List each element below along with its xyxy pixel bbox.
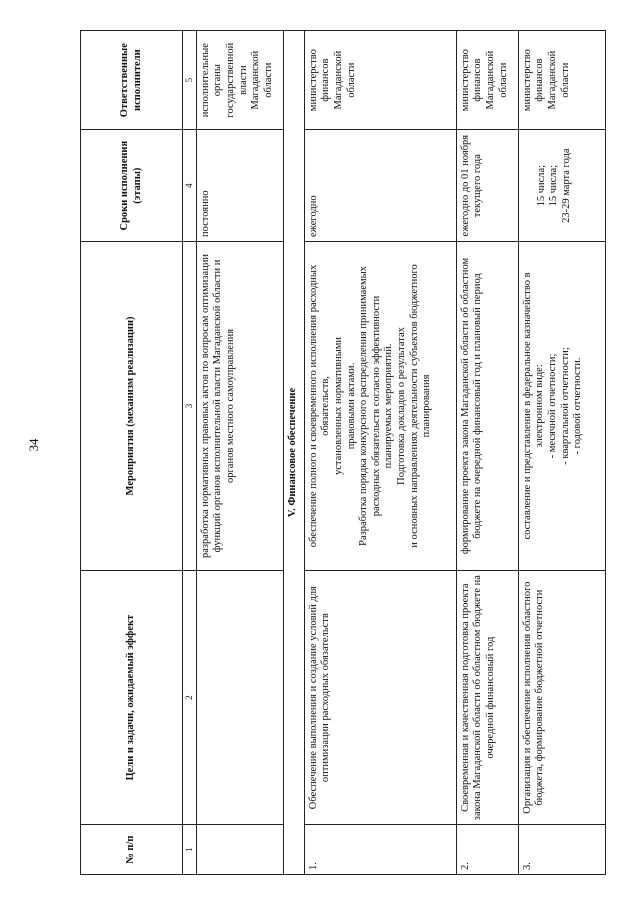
row-num: 3. bbox=[518, 825, 605, 875]
header-responsible: Ответственные исполнители bbox=[81, 31, 183, 130]
row-num bbox=[196, 825, 283, 875]
header-terms: Сроки исполнения (этапы) bbox=[81, 130, 183, 242]
action-plan-table bbox=[80, 30, 606, 875]
table-row bbox=[518, 31, 605, 875]
term-line: 23-29 марта года bbox=[560, 148, 572, 223]
header-goals: Цели и задачи, ожидаемый эффект bbox=[81, 570, 183, 824]
row-num: 2. bbox=[456, 825, 518, 875]
column-number: 4 bbox=[183, 130, 197, 242]
measure-line: Подготовка докладов о результатах bbox=[395, 327, 407, 485]
row-goal: Своевременная и качественная подготовка проекта закона Магаданской области об областном бюджете на очередной финансовый год bbox=[456, 570, 518, 824]
page-number: 34 bbox=[26, 438, 41, 452]
header-row bbox=[81, 31, 183, 875]
row-goal: Организация и обеспечение исполнения областного бюджета, формирование бюджетной отчетности bbox=[518, 570, 605, 824]
row-responsible: исполнительные органы государственной власти Магаданской области bbox=[196, 31, 283, 130]
measure-line: обеспечение полного и своевременного исполнения расходных обязательств, bbox=[307, 264, 332, 548]
measure-line: и основных направлениях деятельности субъектов бюджетного планирования bbox=[408, 264, 433, 548]
row-num: 1. bbox=[304, 825, 456, 875]
measure-line: - годовой отчетности. bbox=[572, 357, 584, 455]
term-line: 15 числа; bbox=[535, 164, 547, 207]
row-goal: Обеспечение выполнения и создание условий для оптимизации расходных обязательств bbox=[304, 570, 456, 824]
measure-line: Разработка порядка конкурсного распределения принимаемых расходных обязательств согласно эффективности bbox=[358, 266, 382, 546]
table-row bbox=[196, 31, 283, 875]
row-measure bbox=[518, 242, 605, 571]
rotated-table-frame bbox=[80, 30, 620, 875]
row-term: постоянно bbox=[196, 130, 283, 242]
measure-line: планируемых мероприятий. bbox=[383, 343, 395, 469]
column-number: 2 bbox=[183, 570, 197, 824]
row-measure bbox=[304, 242, 456, 571]
measure-line: - месячной отчетности; bbox=[546, 353, 558, 459]
column-number-row bbox=[183, 31, 197, 875]
row-responsible: министерство финансов Магаданской области bbox=[518, 31, 605, 130]
column-number: 3 bbox=[183, 242, 197, 571]
header-measures: Мероприятия (механизм реализации) bbox=[81, 242, 183, 571]
row-responsible: министерство финансов Магаданской области bbox=[456, 31, 518, 130]
measure-line: правовыми актами. bbox=[345, 362, 357, 450]
row-measure: разработка нормативных правовых актов по вопросам оптимизации функций органов исполнительной власти Магаданской области и органов местного самоуправления bbox=[196, 242, 283, 571]
row-term: ежегодно до 01 ноября текущего года bbox=[456, 130, 518, 242]
section-row bbox=[283, 31, 304, 875]
section-title: V. Финансовое обеспечение bbox=[283, 31, 304, 875]
measure-line: - квартальной отчетности; bbox=[559, 347, 571, 465]
row-term bbox=[518, 130, 605, 242]
row-measure: формирование проекта закона Магаданской области об областном бюджете на очередной финансовый год и плановый период bbox=[456, 242, 518, 571]
table-container bbox=[80, 30, 620, 875]
table-row bbox=[456, 31, 518, 875]
row-goal bbox=[196, 570, 283, 824]
column-number: 5 bbox=[183, 31, 197, 130]
row-responsible: министерство финансов Магаданской области bbox=[304, 31, 456, 130]
header-num: № п/п bbox=[81, 825, 183, 875]
column-number: 1 bbox=[183, 825, 197, 875]
row-term: ежегодно bbox=[304, 130, 456, 242]
term-line: 15 числа; bbox=[548, 164, 560, 207]
table-row bbox=[304, 31, 456, 875]
measure-line: установленных нормативными bbox=[332, 336, 344, 476]
measure-line: составление и представление в федеральное казначейство в электронном виде: bbox=[521, 272, 546, 540]
